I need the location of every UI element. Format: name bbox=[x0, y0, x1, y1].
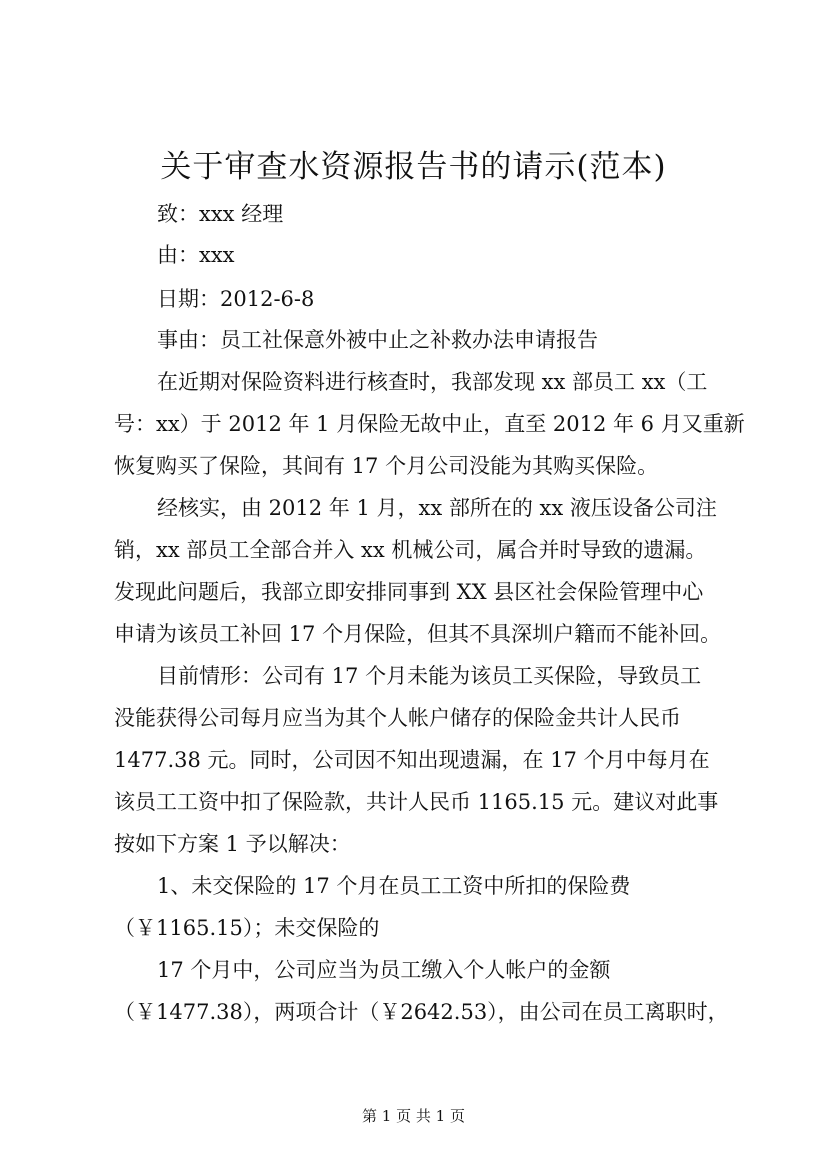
paragraph-line: 号：xx）于 2012 年 1 月保险无故中止，直至 2012 年 6 月又重新 bbox=[114, 412, 745, 436]
date-line: 日期：2012-6-8 bbox=[157, 287, 315, 311]
paragraph-line: 17 个月中，公司应当为员工缴入个人帐户的金额 bbox=[157, 958, 611, 982]
paragraph-line: 发现此问题后，我部立即安排同事到 XX 县区社会保险管理中心 bbox=[114, 580, 704, 604]
paragraph-line: 该员工工资中扣了保险款，共计人民币 1165.15 元。建议对此事 bbox=[114, 790, 719, 814]
paragraph-line: 1、未交保险的 17 个月在员工工资中所扣的保险费 bbox=[157, 874, 631, 898]
subject-line: 事由：员工社保意外被中止之补救办法申请报告 bbox=[157, 328, 598, 352]
document-title: 关于审查水资源报告书的请示(范本) bbox=[160, 149, 667, 185]
paragraph-line: 在近期对保险资料进行核查时，我部发现 xx 部员工 xx（工 bbox=[157, 370, 708, 394]
paragraph-line: 目前情形：公司有 17 个月未能为该员工买保险，导致员工 bbox=[157, 664, 702, 688]
sender-line: 由：xxx bbox=[157, 243, 235, 267]
page-number: 第 1 页 共 1 页 bbox=[362, 1107, 465, 1125]
paragraph-line: 恢复购买了保险，其间有 17 个月公司没能为其购买保险。 bbox=[114, 454, 659, 478]
paragraph-line: 经核实，由 2012 年 1 月，xx 部所在的 xx 液压设备公司注 bbox=[157, 496, 717, 520]
recipient-line: 致：xxx 经理 bbox=[157, 202, 284, 226]
paragraph-line: 没能获得公司每月应当为其个人帐户储存的保险金共计人民币 bbox=[114, 706, 681, 730]
paragraph-line: 按如下方案 1 予以解决： bbox=[114, 832, 351, 856]
paragraph-line: 销，xx 部员工全部合并入 xx 机械公司，属合并时导致的遗漏。 bbox=[114, 538, 707, 562]
paragraph-line: （￥1477.38），两项合计（￥2642.53），由公司在员工离职时， bbox=[114, 1000, 729, 1024]
paragraph-line: （￥1165.15）；未交保险的 bbox=[114, 916, 380, 940]
paragraph-line: 申请为该员工补回 17 个月保险，但其不具深圳户籍而不能补回。 bbox=[114, 622, 722, 646]
paragraph-line: 1477.38 元。同时，公司因不知出现遗漏，在 17 个月中每月在 bbox=[114, 748, 710, 772]
